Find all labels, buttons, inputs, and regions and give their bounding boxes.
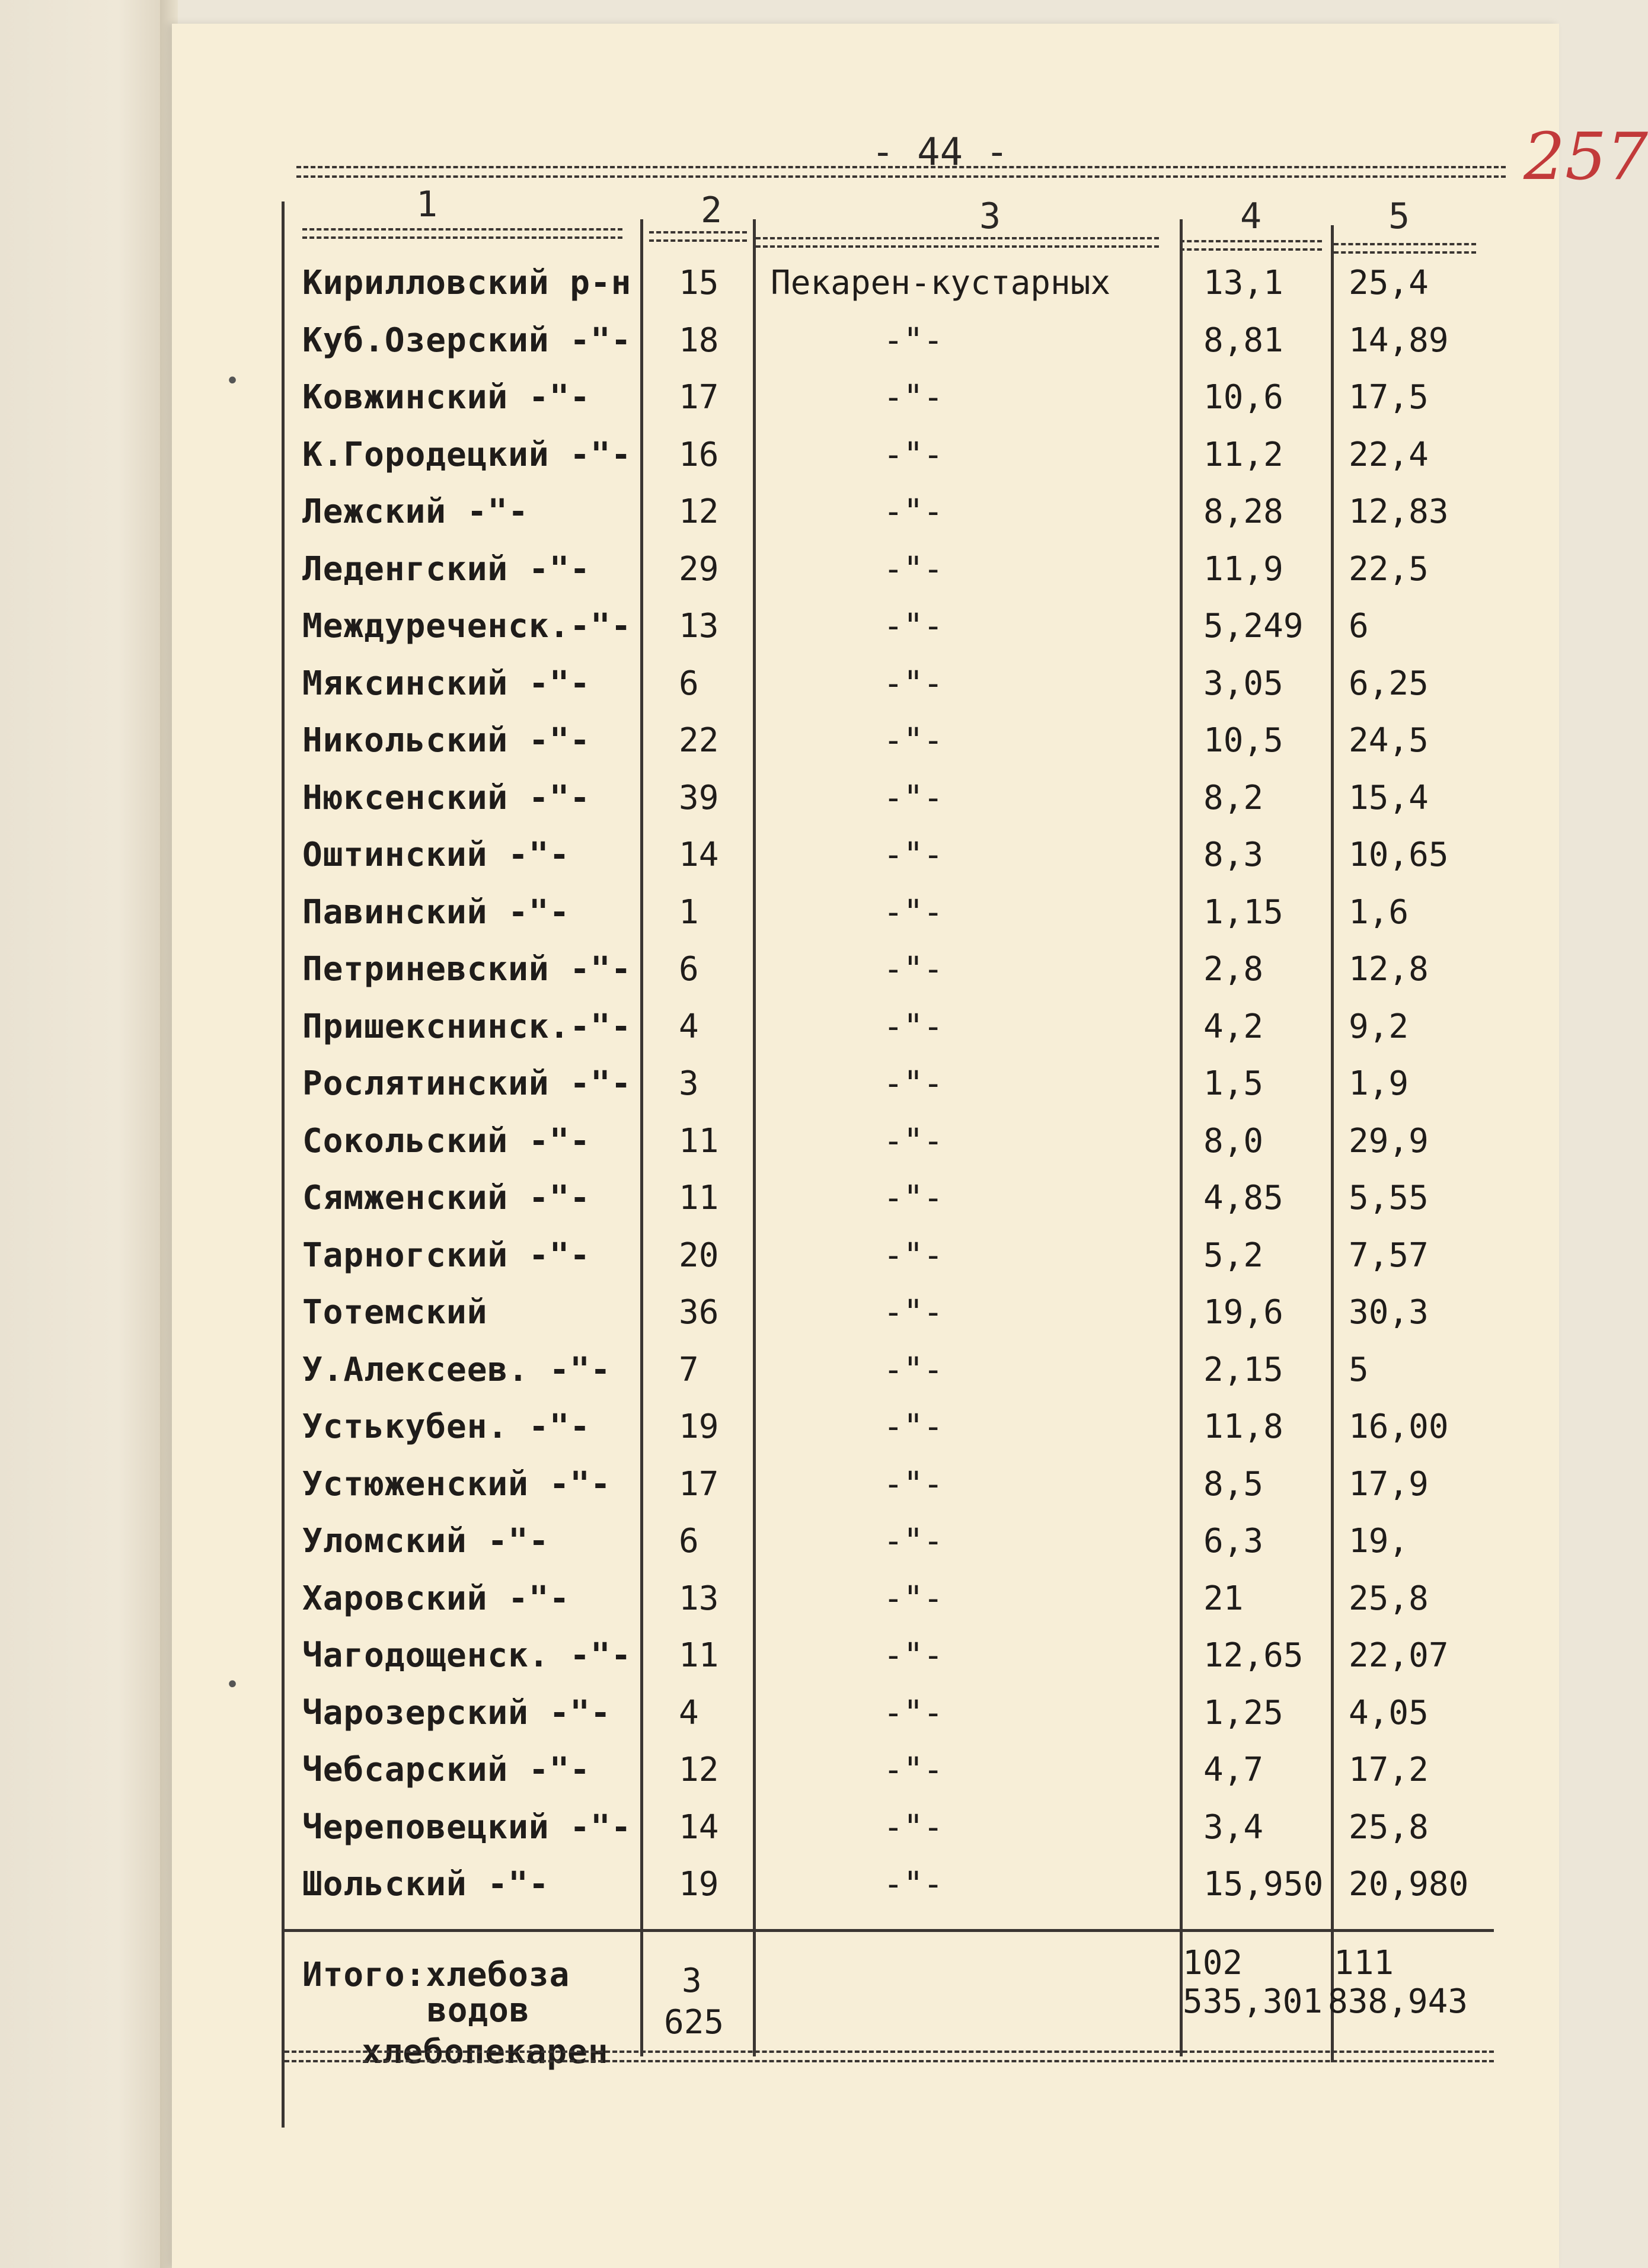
cell-district: Оштинский -"- — [302, 836, 570, 874]
cell-col5: 25,8 — [1349, 1579, 1429, 1618]
cell-count: 20 — [679, 1236, 719, 1275]
cell-col4: 3,05 — [1203, 664, 1283, 703]
cell-col5: 5 — [1349, 1350, 1369, 1389]
cell-count: 14 — [679, 1808, 719, 1847]
cell-col4: 5,2 — [1203, 1236, 1264, 1275]
total-count-line1: 3 — [682, 1962, 702, 2000]
cell-type: -"- — [883, 321, 944, 360]
top-border — [296, 166, 1506, 178]
cell-col5: 22,07 — [1349, 1636, 1449, 1675]
total-label-line3: хлебопекарен — [362, 2033, 609, 2071]
cell-col4: 1,5 — [1203, 1064, 1264, 1103]
cell-type: -"- — [883, 549, 944, 588]
cell-district: У.Алексеев. -"- — [302, 1350, 611, 1389]
cell-col5: 17,2 — [1349, 1751, 1429, 1789]
column-divider-4-5 — [1331, 225, 1334, 2062]
cell-col5: 22,5 — [1349, 549, 1429, 588]
cell-col4: 2,15 — [1203, 1350, 1283, 1389]
cell-type: -"- — [883, 492, 944, 531]
column-header-2: 2 — [700, 190, 723, 231]
cell-count: 6 — [679, 1522, 699, 1560]
cell-count: 19 — [679, 1407, 719, 1446]
cell-col5: 5,55 — [1349, 1179, 1429, 1217]
cell-district: Устюженский -"- — [302, 1464, 611, 1504]
cell-type: -"- — [883, 1236, 944, 1275]
cell-col5: 29,9 — [1349, 1121, 1429, 1160]
cell-type: -"- — [883, 1751, 944, 1789]
cell-count: 11 — [679, 1636, 719, 1675]
cell-col4: 1,15 — [1203, 893, 1283, 932]
cell-type: -"- — [883, 1636, 944, 1675]
cell-col5: 24,5 — [1349, 721, 1429, 760]
header-underline-2 — [649, 231, 747, 242]
cell-district: Чарозерский -"- — [302, 1693, 611, 1732]
cell-type: -"- — [883, 664, 944, 703]
cell-count: 17 — [679, 1464, 719, 1504]
cell-col5: 30,3 — [1349, 1293, 1429, 1332]
cell-district: Нюксенский -"- — [302, 778, 591, 817]
cell-col5: 6,25 — [1349, 664, 1429, 703]
total-separator — [282, 1929, 1494, 1932]
cell-col4: 12,65 — [1203, 1636, 1304, 1675]
cell-district: Леденгский -"- — [302, 549, 591, 588]
cell-col5: 17,9 — [1349, 1464, 1429, 1504]
cell-type: -"- — [883, 1007, 944, 1046]
cell-col5: 25,8 — [1349, 1808, 1429, 1847]
cell-col5: 15,4 — [1349, 778, 1429, 817]
cell-district: Сямженский -"- — [302, 1179, 591, 1217]
column-divider-3-4 — [1180, 219, 1183, 2056]
cell-col4: 21 — [1203, 1579, 1244, 1618]
cell-col4: 2,8 — [1203, 950, 1264, 989]
cell-col5: 16,00 — [1349, 1407, 1449, 1446]
header-underline-1 — [302, 228, 622, 239]
cell-type: -"- — [883, 721, 944, 760]
cell-col4: 8,2 — [1203, 778, 1264, 817]
total-count-line2: 625 — [664, 2003, 724, 2042]
cell-type: -"- — [883, 778, 944, 817]
cell-count: 12 — [679, 1751, 719, 1789]
page-number: - 44 - — [871, 130, 1009, 174]
cell-type: -"- — [883, 1693, 944, 1732]
cell-col4: 8,5 — [1203, 1464, 1264, 1504]
cell-count: 12 — [679, 492, 719, 531]
cell-count: 1 — [679, 893, 699, 932]
cell-col5: 4,05 — [1349, 1693, 1429, 1732]
cell-count: 14 — [679, 836, 719, 874]
cell-col4: 4,2 — [1203, 1007, 1264, 1046]
cell-count: 15 — [679, 264, 719, 302]
cell-type: -"- — [883, 893, 944, 932]
cell-district: Лежский -"- — [302, 492, 529, 531]
cell-district: Петриневский -"- — [302, 950, 632, 989]
cell-district: Чебсарский -"- — [302, 1751, 591, 1789]
column-header-5: 5 — [1388, 196, 1410, 237]
cell-district: Пришекснинск.-"- — [302, 1007, 632, 1046]
cell-count: 13 — [679, 607, 719, 645]
cell-col5: 25,4 — [1349, 264, 1429, 302]
cell-type: -"- — [883, 1064, 944, 1103]
cell-count: 4 — [679, 1007, 699, 1046]
cell-district: Уломский -"- — [302, 1522, 550, 1560]
cell-count: 13 — [679, 1579, 719, 1618]
column-header-3: 3 — [979, 196, 1001, 237]
margin-mark: • — [225, 367, 240, 395]
cell-count: 39 — [679, 778, 719, 817]
cell-col4: 4,85 — [1203, 1179, 1283, 1217]
column-divider-2-3 — [753, 219, 756, 2056]
table-left-border — [282, 201, 285, 2128]
cell-type: -"- — [883, 1179, 944, 1217]
cell-col4: 11,8 — [1203, 1407, 1283, 1446]
cell-district: Устькубен. -"- — [302, 1407, 591, 1446]
cell-count: 18 — [679, 321, 719, 360]
cell-col4: 4,7 — [1203, 1751, 1264, 1789]
cell-district: Кирилловский р-н — [302, 264, 632, 302]
total-c5-line1: 111 — [1334, 1944, 1394, 1982]
cell-count: 11 — [679, 1179, 719, 1217]
cell-col5: 1,6 — [1349, 893, 1409, 932]
cell-count: 3 — [679, 1064, 699, 1103]
cell-district: Павинский -"- — [302, 893, 570, 932]
cell-district: Рослятинский -"- — [302, 1064, 632, 1103]
cell-district: Харовский -"- — [302, 1579, 570, 1618]
cell-count: 29 — [679, 549, 719, 588]
cell-col4: 11,2 — [1203, 435, 1283, 474]
cell-type: -"- — [883, 1407, 944, 1446]
cell-type: -"- — [883, 1293, 944, 1332]
cell-type: -"- — [883, 378, 944, 417]
cell-district: Междуреченск.-"- — [302, 607, 632, 645]
cell-col5: 20,980 — [1349, 1865, 1469, 1904]
cell-col5: 9,2 — [1349, 1007, 1409, 1046]
cell-col5: 7,57 — [1349, 1236, 1429, 1275]
cell-count: 36 — [679, 1293, 719, 1332]
cell-col5: 14,89 — [1349, 321, 1449, 360]
cell-col5: 12,8 — [1349, 950, 1429, 989]
cell-count: 6 — [679, 950, 699, 989]
cell-district: Чагодощенск. -"- — [302, 1636, 632, 1675]
cell-district: Череповецкий -"- — [302, 1808, 632, 1847]
cell-count: 4 — [679, 1693, 699, 1732]
cell-count: 11 — [679, 1121, 719, 1160]
cell-count: 19 — [679, 1865, 719, 1904]
cell-type: -"- — [883, 435, 944, 474]
cell-type: -"- — [883, 1464, 944, 1504]
cell-type: -"- — [883, 1121, 944, 1160]
cell-district: Никольский -"- — [302, 721, 591, 760]
cell-district: Мяксинский -"- — [302, 664, 591, 703]
bottom-border — [285, 2051, 1494, 2062]
cell-col4: 6,3 — [1203, 1522, 1264, 1560]
cell-col5: 6 — [1349, 607, 1369, 645]
total-c4-line1: 102 — [1183, 1944, 1243, 1982]
cell-col4: 13,1 — [1203, 264, 1283, 302]
header-underline-5 — [1334, 243, 1476, 254]
cell-col5: 12,83 — [1349, 492, 1449, 531]
cell-district: Тарногский -"- — [302, 1236, 591, 1275]
cell-type: -"- — [883, 836, 944, 874]
cell-count: 7 — [679, 1350, 699, 1389]
cell-type: -"- — [883, 1579, 944, 1618]
cell-type: -"- — [883, 607, 944, 645]
cell-col5: 10,65 — [1349, 836, 1449, 874]
total-label-line1: Итого:хлебоза — [302, 1956, 570, 1994]
margin-mark: • — [225, 1671, 240, 1698]
total-label-line2: водов — [427, 1991, 530, 2030]
cell-count: 22 — [679, 721, 719, 760]
cell-count: 6 — [679, 664, 699, 703]
document-page — [172, 24, 1648, 2268]
cell-count: 16 — [679, 435, 719, 474]
cell-col4: 10,6 — [1203, 378, 1283, 417]
cell-count: 17 — [679, 378, 719, 417]
cell-col4: 8,81 — [1203, 321, 1283, 360]
cell-col4: 1,25 — [1203, 1693, 1283, 1732]
cell-district: Ковжинский -"- — [302, 378, 591, 417]
cell-col4: 8,28 — [1203, 492, 1283, 531]
cell-col4: 15,950 — [1203, 1865, 1324, 1904]
header-underline-4 — [1180, 240, 1322, 251]
facing-page — [0, 0, 169, 2268]
total-c5-line2: 838,943 — [1328, 1982, 1468, 2021]
cell-district: Тотемский — [302, 1293, 488, 1332]
cell-district: Куб.Озерский -"- — [302, 321, 632, 360]
cell-col4: 8,3 — [1203, 836, 1264, 874]
header-underline-3 — [756, 237, 1159, 248]
cell-type: -"- — [883, 1522, 944, 1560]
cell-col4: 19,6 — [1203, 1293, 1283, 1332]
cell-district: К.Городецкий -"- — [302, 435, 632, 474]
cell-district: Шольский -"- — [302, 1865, 550, 1904]
cell-col4: 5,249 — [1203, 607, 1304, 645]
total-c4-line2: 535,301 — [1183, 1982, 1323, 2021]
cell-type: -"- — [883, 1350, 944, 1389]
cell-col4: 3,4 — [1203, 1808, 1264, 1847]
cell-col5: 22,4 — [1349, 435, 1429, 474]
cell-col5: 1,9 — [1349, 1064, 1409, 1103]
cell-type: -"- — [883, 1808, 944, 1847]
column-divider-1-2 — [640, 219, 643, 2056]
cell-col5: 19, — [1349, 1522, 1409, 1560]
cell-col4: 11,9 — [1203, 549, 1283, 588]
cell-type: -"- — [883, 950, 944, 989]
column-header-1: 1 — [416, 184, 438, 225]
cell-type: Пекарен-кустарных — [771, 264, 1111, 302]
cell-col4: 8,0 — [1203, 1121, 1264, 1160]
cell-type: -"- — [883, 1865, 944, 1904]
column-header-4: 4 — [1240, 196, 1262, 237]
cell-col5: 17,5 — [1349, 378, 1429, 417]
cell-district: Сокольский -"- — [302, 1121, 591, 1160]
cell-col4: 10,5 — [1203, 721, 1283, 760]
archive-number-handwritten: 257 — [1524, 119, 1648, 194]
